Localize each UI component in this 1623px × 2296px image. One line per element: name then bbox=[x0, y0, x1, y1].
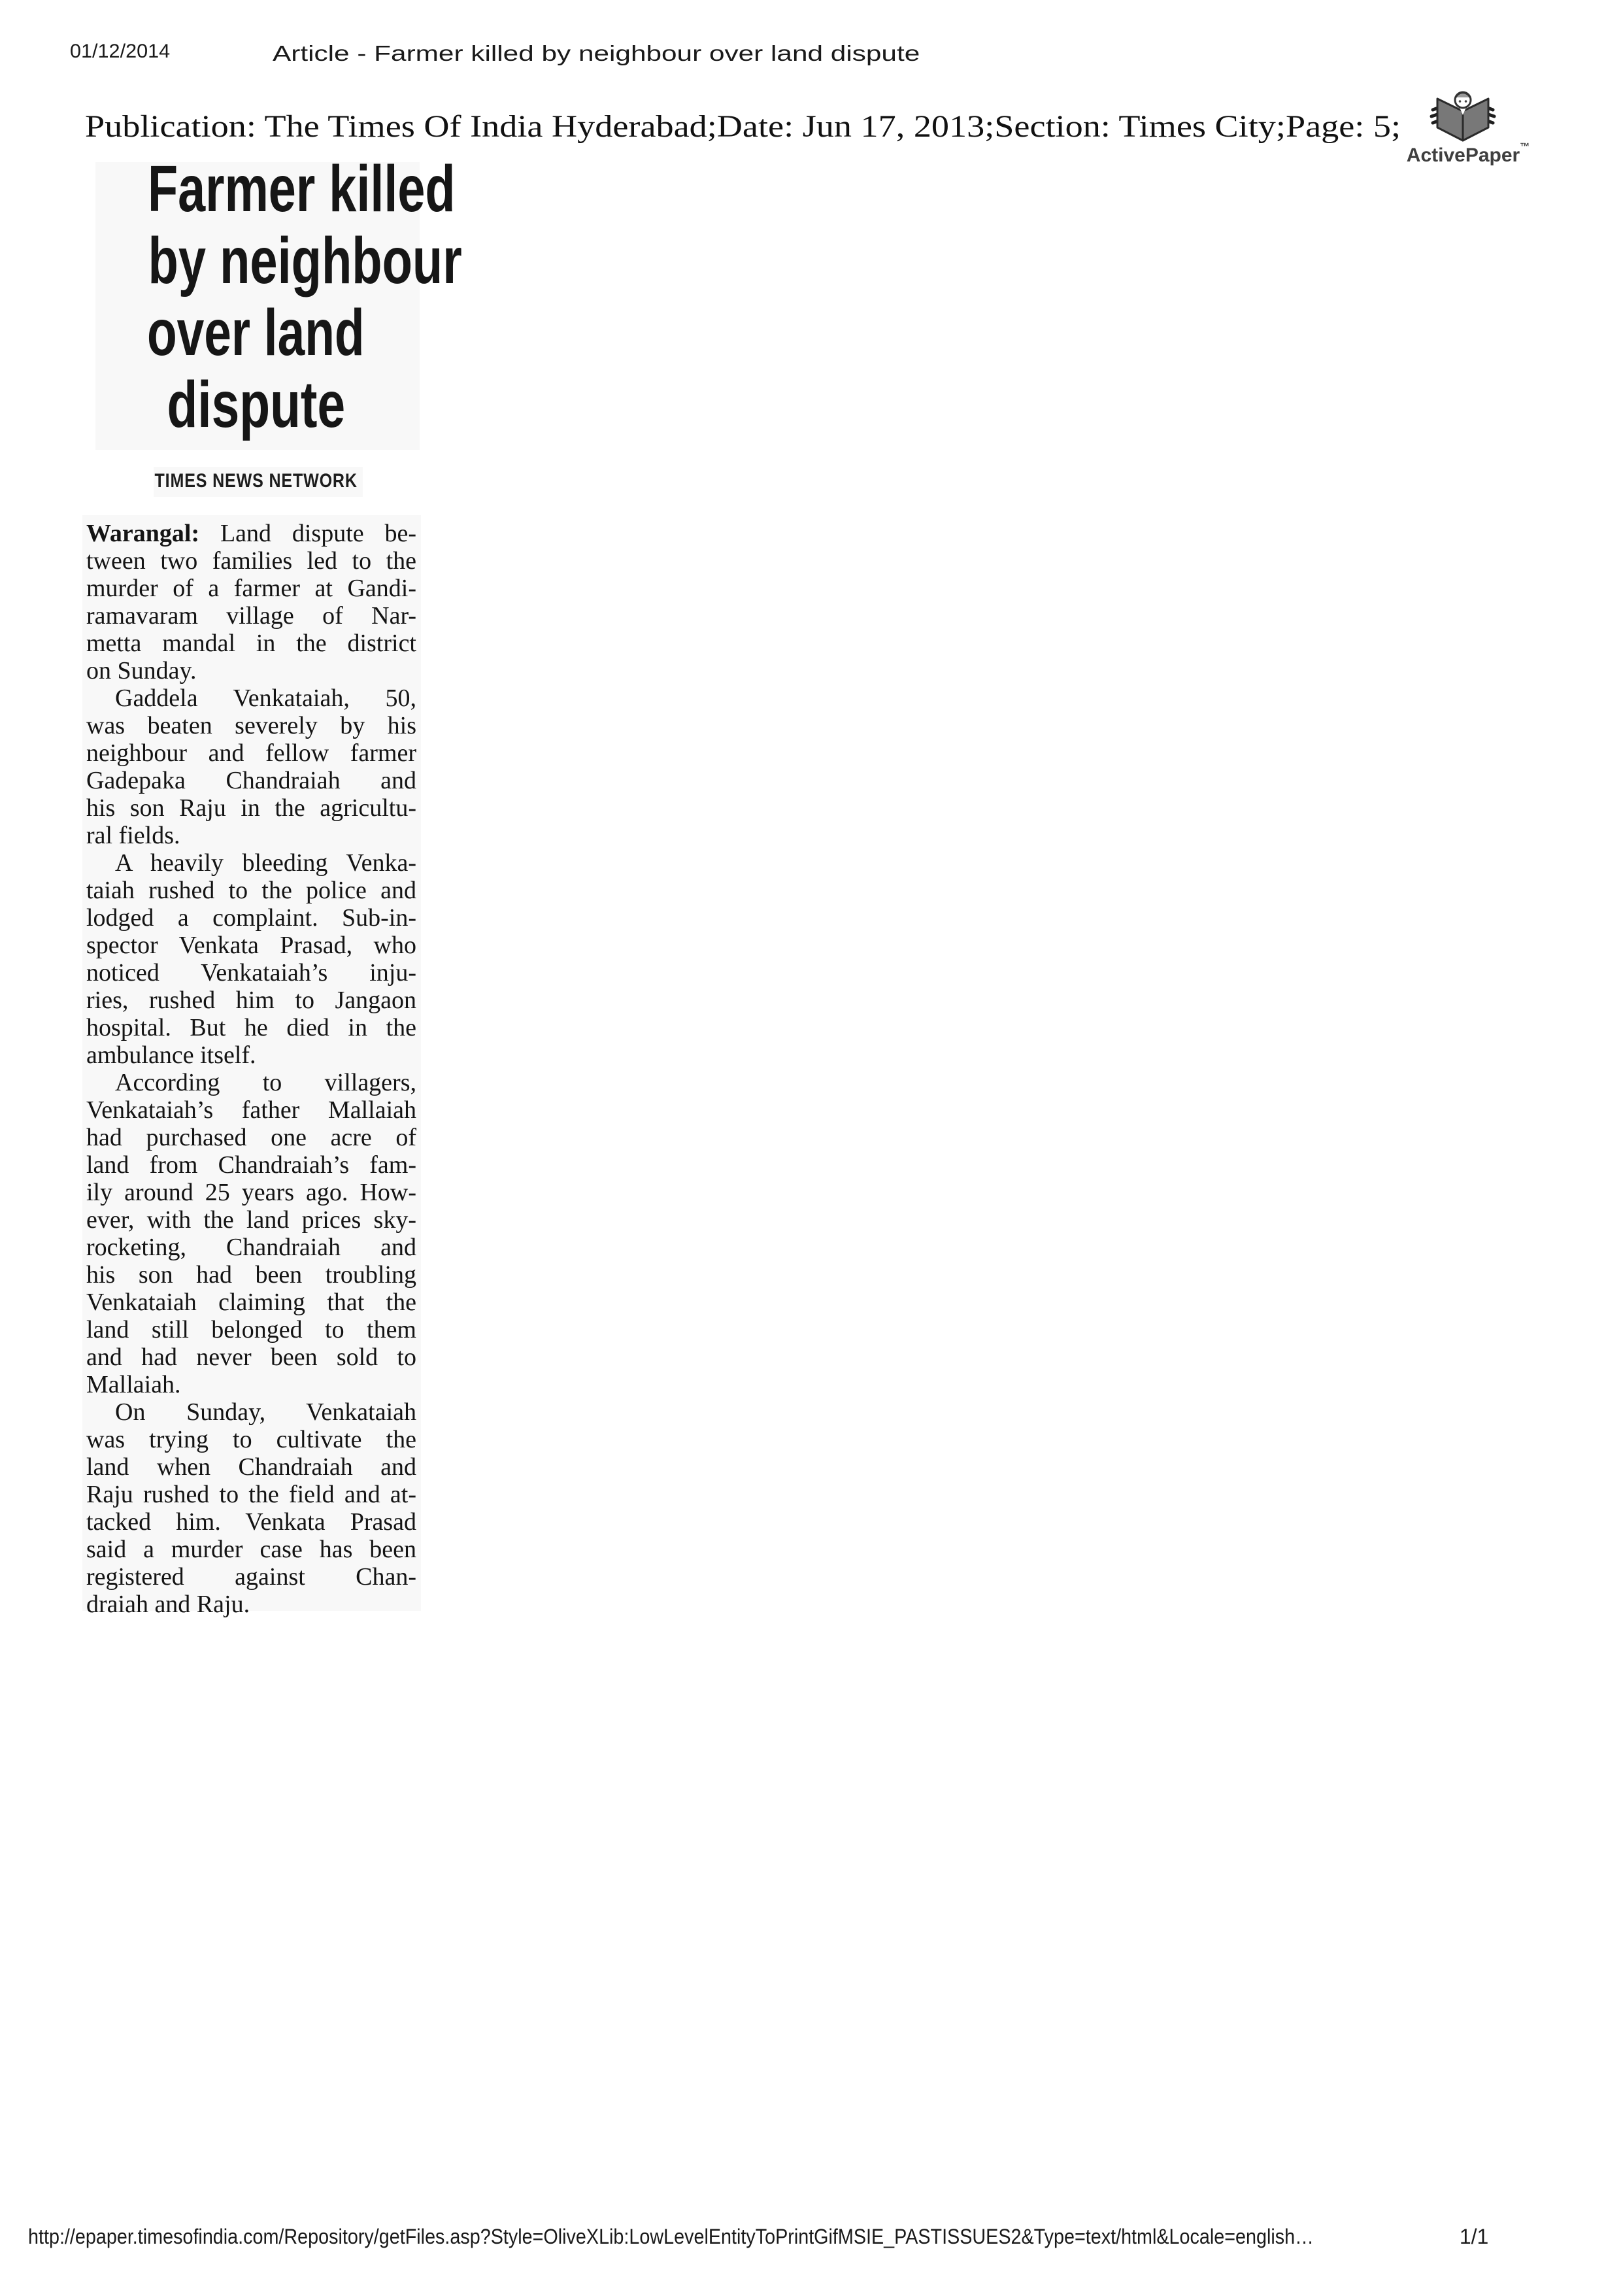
body-line: land from Chandraiah’s fam- bbox=[86, 1151, 416, 1179]
activepaper-book-icon bbox=[1429, 90, 1497, 143]
body-line: neighbour and fellow farmer bbox=[86, 739, 416, 767]
body-line: Gadepaka Chandraiah and bbox=[86, 767, 416, 794]
trademark-symbol: ™ bbox=[1520, 141, 1530, 152]
body-line: ramavaram village of Nar- bbox=[86, 602, 416, 630]
body-line: on Sunday. bbox=[86, 657, 197, 684]
publication-metadata-line: Publication: The Times Of India Hyderabad;Date: Jun 17, 2013;Section: Times City;Page: 5; bbox=[85, 109, 1401, 144]
body-line: and had never been sold to bbox=[86, 1343, 416, 1371]
headline-line: by neighbour bbox=[148, 224, 462, 297]
print-header-title: Article - Farmer killed by neighbour over land dispute bbox=[273, 41, 920, 65]
body-line: tacked him. Venkata Prasad bbox=[86, 1508, 416, 1536]
body-line: draiah and Raju. bbox=[86, 1591, 250, 1618]
body-line: murder of a farmer at Gandi- bbox=[86, 575, 416, 602]
body-line: Venkataiah’s father Mallaiah bbox=[86, 1096, 416, 1124]
body-line: had purchased one acre of bbox=[86, 1124, 416, 1151]
body-line: his son Raju in the agricultu- bbox=[86, 794, 416, 822]
body-line: hospital. But he died in the bbox=[86, 1014, 416, 1041]
body-line: Warangal: Land dispute be- bbox=[86, 520, 416, 547]
body-line: was beaten severely by his bbox=[86, 712, 416, 739]
article-headline bbox=[98, 152, 462, 441]
footer-url: http://epaper.timesofindia.com/Repository/getFiles.asp?Style=OliveXLib:LowLevelEntityToPrintGifMSIE_PASTISSUES2&Type=text/html&Locale=english… bbox=[28, 2225, 1314, 2248]
body-line: lodged a complaint. Sub-in- bbox=[86, 904, 416, 932]
body-line: land still belonged to them bbox=[86, 1316, 416, 1343]
headline-line: dispute bbox=[167, 368, 345, 441]
body-line: Mallaiah. bbox=[86, 1371, 181, 1398]
body-line: rocketing, Chandraiah and bbox=[86, 1234, 416, 1261]
body-line: registered against Chan- bbox=[86, 1563, 416, 1591]
body-line: Raju rushed to the field and at- bbox=[86, 1481, 416, 1508]
body-line: ral fields. bbox=[86, 822, 180, 849]
print-header-date: 01/12/2014 bbox=[70, 41, 171, 62]
body-line: ever, with the land prices sky- bbox=[86, 1206, 416, 1234]
headline-line: over land bbox=[147, 296, 365, 369]
body-line: A heavily bleeding Venka- bbox=[115, 849, 416, 877]
headline-line: Farmer killed bbox=[147, 152, 456, 226]
dateline: Warangal: bbox=[86, 520, 200, 547]
body-line: was trying to cultivate the bbox=[86, 1426, 416, 1453]
activepaper-logo bbox=[1429, 90, 1497, 146]
body-line: On Sunday, Venkataiah bbox=[115, 1398, 416, 1426]
article-byline: TIMES NEWS NETWORK bbox=[154, 470, 358, 492]
body-line: land when Chandraiah and bbox=[86, 1453, 416, 1481]
activepaper-wordmark: ActivePaper™ bbox=[1406, 141, 1530, 166]
body-line: noticed Venkataiah’s inju- bbox=[86, 959, 416, 987]
body-line: ambulance itself. bbox=[86, 1041, 256, 1069]
body-line: spector Venkata Prasad, who bbox=[86, 932, 416, 959]
body-line: his son had been troubling bbox=[86, 1261, 416, 1289]
footer-page-indicator: 1/1 bbox=[1459, 2225, 1489, 2248]
article-body bbox=[86, 520, 416, 1618]
body-line: ily around 25 years ago. How- bbox=[86, 1179, 416, 1206]
body-line: Venkataiah claiming that the bbox=[86, 1289, 416, 1316]
print-footer bbox=[28, 2225, 1489, 2249]
body-line: metta mandal in the district bbox=[86, 630, 416, 657]
body-line: According to villagers, bbox=[115, 1069, 416, 1096]
body-line: tween two families led to the bbox=[86, 547, 416, 575]
body-line: Gaddela Venkataiah, 50, bbox=[115, 684, 416, 712]
body-line: ries, rushed him to Jangaon bbox=[86, 987, 416, 1014]
body-line: taiah rushed to the police and bbox=[86, 877, 416, 904]
body-line: said a murder case has been bbox=[86, 1536, 416, 1563]
